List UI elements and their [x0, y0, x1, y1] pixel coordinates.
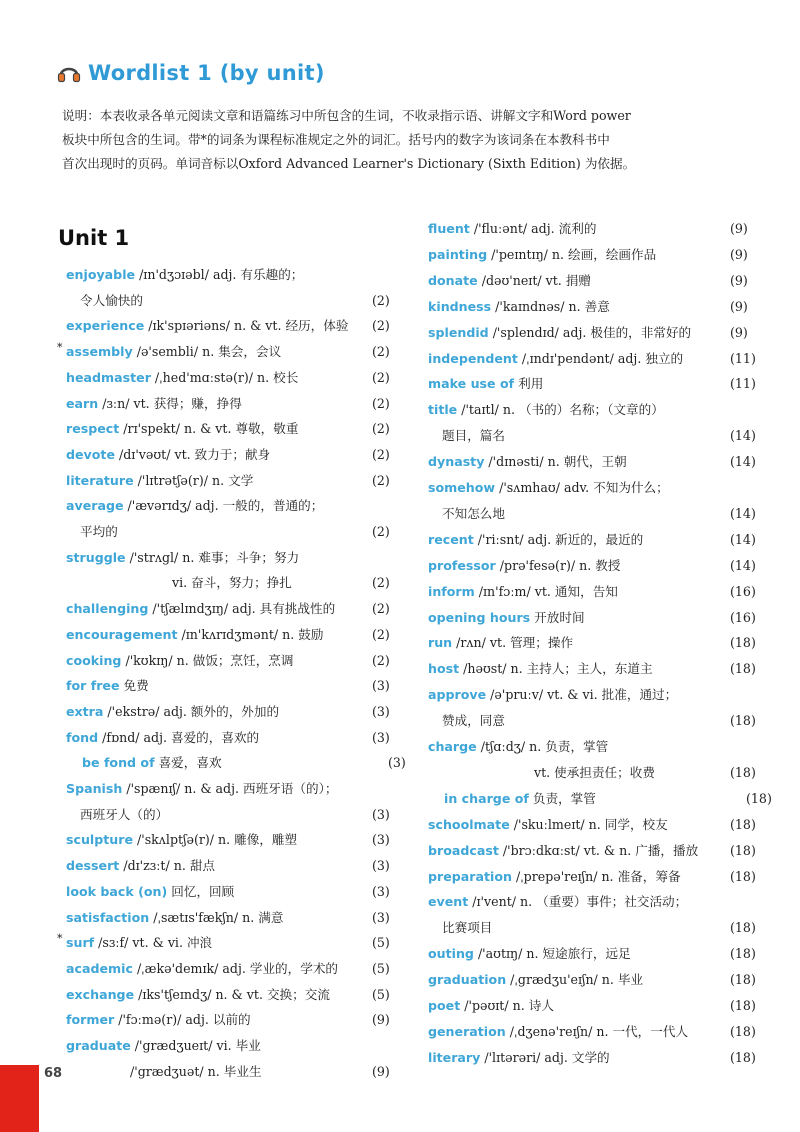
word-entry	[66, 1036, 261, 1056]
intro-line: 首次出现时的页码。单词音标以Oxford Advanced Learner's Dictionary (Sixth Edition) 为依据。	[62, 156, 636, 171]
definition: vt. 使承担责任；收费	[534, 764, 655, 780]
word-entry	[428, 349, 756, 369]
page-ref: (11)	[730, 376, 756, 392]
word-entry	[442, 711, 756, 731]
headword: for free	[66, 678, 120, 694]
page-ref: (3)	[372, 806, 390, 822]
definition: /həʊst/ n. 主持人；主人，东道主	[459, 661, 653, 677]
word-entry	[534, 763, 756, 783]
page-title: Wordlist 1 (by unit)	[88, 61, 325, 85]
headword: outing	[428, 946, 474, 962]
word-entry	[428, 478, 669, 498]
word-entry	[172, 573, 390, 593]
page-ref: (18)	[730, 764, 756, 780]
intro-line: 板块中所包含的生词。带*的词条为课程标准规定之外的词汇。括号内的数字为该词条在本教科书中	[62, 132, 610, 147]
headword: kindness	[428, 298, 492, 314]
page-ref: (3)	[372, 703, 390, 719]
definition: /ˌækə'demɪk/ adj. 学业的，学术的	[132, 960, 339, 976]
definition: 免费	[119, 678, 149, 694]
headword: average	[66, 498, 124, 514]
page-ref: (18)	[730, 635, 756, 651]
headword: dynasty	[428, 454, 485, 470]
definition: /'brɔːdkɑːst/ vt. & n. 广播，播放	[498, 842, 699, 858]
page-ref: (5)	[372, 986, 390, 1002]
definition: /'dɪnəsti/ n. 朝代，王朝	[484, 454, 627, 470]
headword: earn	[66, 395, 99, 411]
definition: /'splendɪd/ adj. 极佳的，非常好的	[488, 324, 692, 340]
unit-heading: Unit 1	[58, 226, 130, 250]
headword: host	[428, 661, 460, 677]
headword: extra	[66, 703, 104, 719]
definition: 喜爱，喜欢	[154, 755, 222, 771]
headword: look back (on)	[66, 883, 168, 899]
page-ref: (18)	[730, 713, 756, 729]
headword: fond	[66, 729, 99, 745]
page-ref: (2)	[372, 369, 390, 385]
definition: /ɪks'tʃeɪndʒ/ n. & vt. 交换；交流	[134, 986, 330, 1002]
word-entry	[66, 830, 390, 850]
word-entry	[442, 504, 756, 524]
page-ref: (3)	[372, 909, 390, 925]
word-entry	[428, 892, 687, 912]
headword: devote	[66, 446, 115, 462]
headword: professor	[428, 557, 496, 573]
headword: former	[66, 1012, 115, 1028]
word-entry	[66, 419, 390, 439]
headphones-icon	[56, 60, 82, 86]
page-ref: (14)	[730, 505, 756, 521]
definition: /'fɔːmə(r)/ adj. 以前的	[114, 1012, 251, 1028]
definition: /'taɪtl/ n. （书的）名称；（文章的）	[457, 402, 664, 418]
definition: /sɜːf/ vt. & vi. 冲浪	[94, 935, 213, 951]
headword: academic	[66, 960, 133, 976]
definition: /dɪ'zɜːt/ n. 甜点	[119, 858, 216, 874]
page-ref: (2)	[372, 472, 390, 488]
headword: donate	[428, 272, 478, 288]
headword: be fond of	[82, 755, 155, 771]
page-ref: (9)	[372, 1012, 390, 1028]
headword: fluent	[428, 221, 470, 236]
word-entry	[66, 651, 390, 671]
word-entry	[66, 368, 390, 388]
word-entry	[428, 374, 756, 394]
word-entry	[66, 959, 390, 979]
page-ref: (3)	[372, 883, 390, 899]
page-ref: (3)	[372, 858, 390, 874]
headword: Spanish	[66, 781, 123, 796]
page-ref: (5)	[372, 960, 390, 976]
definition: /ˌgrædʒu'eɪʃn/ n. 毕业	[506, 972, 644, 988]
word-entry	[428, 452, 756, 472]
word-entry	[66, 856, 390, 876]
definition: 利用	[514, 376, 544, 392]
word-entry	[428, 841, 756, 861]
definition: 赞成，同意	[442, 713, 505, 729]
word-entry	[428, 400, 664, 420]
headword: splendid	[428, 324, 489, 340]
headword: charge	[428, 739, 477, 754]
intro-line: 说明：本表收录各单元阅读文章和语篇练习中所包含的生词，不收录指示语、讲解文字和Word power	[62, 108, 631, 123]
word-entry	[66, 625, 390, 645]
headword: generation	[428, 1023, 506, 1039]
headword: literature	[66, 472, 134, 488]
definition: 西班牙人（的）	[80, 806, 169, 822]
definition: /'tʃælɪndʒɪŋ/ adj. 具有挑战性的	[148, 601, 336, 617]
headword: cooking	[66, 652, 122, 668]
definition: 题目，篇名	[442, 428, 505, 444]
headword: dessert	[66, 858, 120, 874]
headword: title	[428, 402, 458, 418]
page-ref: (2)	[372, 292, 390, 308]
headword: event	[428, 894, 469, 910]
headword: make use of	[428, 376, 515, 392]
word-entry	[66, 908, 390, 928]
word-entry	[130, 1062, 390, 1082]
word-entry	[428, 944, 756, 964]
headword: enjoyable	[66, 267, 136, 282]
word-entry	[66, 265, 303, 285]
page-ref: (18)	[730, 972, 756, 988]
headword: independent	[428, 350, 518, 366]
page-ref: (14)	[730, 531, 756, 547]
definition: /fɒnd/ adj. 喜爱的，喜欢的	[98, 729, 260, 745]
page-ref: (9)	[730, 272, 748, 288]
headword: broadcast	[428, 842, 499, 858]
definition: /prə'fesə(r)/ n. 教授	[495, 557, 621, 573]
headword: respect	[66, 421, 120, 437]
definition: /'spænɪʃ/ n. & adj. 西班牙语（的）；	[122, 781, 338, 796]
page-ref: (5)	[372, 935, 390, 951]
star-marker: *	[57, 932, 63, 946]
definition: /ˌdʒenə'reɪʃn/ n. 一代，一代人	[505, 1023, 689, 1039]
page-number: 68	[44, 1066, 63, 1081]
headword: somehow	[428, 480, 496, 495]
headword: challenging	[66, 601, 149, 617]
word-entry	[66, 394, 390, 414]
definition: /ˌprepə'reɪʃn/ n. 准备，筹备	[511, 868, 681, 884]
word-entry	[428, 659, 756, 679]
word-entry	[66, 548, 299, 568]
headword: experience	[66, 318, 145, 334]
definition: 负责，掌管	[528, 790, 596, 806]
headword: exchange	[66, 986, 135, 1002]
definition: /'riːsnt/ adj. 新近的，最近的	[473, 531, 644, 547]
definition: /'fluːənt/ adj. 流利的	[469, 221, 597, 236]
word-entry	[66, 882, 390, 902]
definition: /'lɪtərəri/ adj. 文学的	[480, 1049, 610, 1065]
headword: inform	[428, 583, 475, 599]
definition: /'lɪtrətʃə(r)/ n. 文学	[133, 472, 254, 488]
definition: /dəʊ'neɪt/ vt. 捐赠	[477, 272, 592, 288]
definition: /'aʊtɪŋ/ n. 短途旅行，远足	[473, 946, 631, 962]
word-entry	[428, 685, 677, 705]
definition: /ə'sembli/ n. 集会，会议	[132, 344, 282, 360]
page-ref: (2)	[372, 652, 390, 668]
word-entry	[428, 297, 748, 317]
word-entry	[428, 582, 756, 602]
headword: struggle	[66, 549, 126, 565]
word-entry	[66, 676, 390, 696]
headword: satisfaction	[66, 909, 150, 925]
page-ref: (2)	[372, 421, 390, 437]
definition: /ɪn'kʌrɪdʒmənt/ n. 鼓励	[177, 626, 324, 642]
page-ref: (9)	[372, 1063, 390, 1079]
word-entry	[428, 815, 756, 835]
definition: /ɪk'spɪəriəns/ n. & vt. 经历，体验	[144, 318, 349, 334]
word-entry	[66, 496, 323, 516]
page-ref: (9)	[730, 298, 748, 314]
headword: preparation	[428, 868, 512, 884]
intro-note	[62, 104, 762, 176]
headword: poet	[428, 998, 461, 1013]
headword: headmaster	[66, 369, 151, 385]
word-entry	[428, 219, 748, 239]
word-entry	[66, 779, 337, 799]
page-ref: (11)	[730, 350, 756, 366]
word-entry	[428, 556, 756, 576]
word-entry	[444, 789, 772, 809]
word-entry	[442, 918, 756, 938]
headword: recent	[428, 531, 474, 547]
word-entry	[428, 608, 756, 628]
definition: /'ekstrə/ adj. 额外的，外加的	[103, 703, 280, 719]
word-entry	[428, 271, 748, 291]
page-ref: (14)	[730, 454, 756, 470]
definition: /tʃɑːdʒ/ n. 负责，掌管	[476, 739, 609, 754]
word-entry	[80, 805, 390, 825]
word-entry	[80, 522, 390, 542]
page-ref: (18)	[730, 661, 756, 677]
page-ref: (3)	[372, 678, 390, 694]
page-ref: (2)	[372, 575, 390, 591]
headword: in charge of	[444, 790, 529, 806]
definition: /'pəʊɪt/ n. 诗人	[460, 998, 554, 1013]
definition: 平均的	[80, 524, 118, 539]
definition: /ɪ'vent/ n. （重要）事件；社交活动；	[468, 894, 688, 910]
headword: opening hours	[428, 609, 531, 625]
word-entry	[66, 316, 390, 336]
definition: /'kʊkɪŋ/ n. 做饭；烹饪，烹调	[121, 652, 294, 668]
headword: surf	[66, 935, 95, 951]
definition: /'skʌlptʃə(r)/ n. 雕像，雕塑	[133, 832, 298, 848]
word-entry	[57, 341, 390, 362]
definition: 开放时间	[530, 609, 585, 625]
definition: /ˌɪndɪ'pendənt/ adj. 独立的	[517, 350, 684, 366]
definition: /ˌsætɪs'fækʃn/ n. 满意	[149, 909, 284, 925]
definition: /ɪn'dʒɔɪəbl/ adj. 有乐趣的；	[135, 267, 304, 282]
word-entry	[82, 753, 406, 773]
definition: /'grædʒuət/ n. 毕业生	[130, 1063, 262, 1079]
word-entry	[428, 1048, 756, 1068]
word-entry	[428, 633, 756, 653]
word-entry	[66, 1010, 390, 1030]
page-ref: (18)	[730, 868, 756, 884]
page-ref: (3)	[388, 755, 406, 771]
word-entry	[66, 985, 390, 1005]
wordlist-title	[56, 60, 325, 86]
word-entry	[428, 737, 608, 757]
definition: /dɪ'vəʊt/ vt. 致力于；献身	[114, 446, 271, 462]
page-ref: (2)	[372, 344, 390, 360]
page-ref: (9)	[730, 221, 748, 236]
page-ref: (16)	[730, 583, 756, 599]
word-entry	[428, 1022, 756, 1042]
word-entry	[428, 970, 756, 990]
page-ref: (16)	[730, 609, 756, 625]
definition: /'skuːlmeɪt/ n. 同学，校友	[509, 816, 668, 832]
definition: /'strʌgl/ n. 难事；斗争；努力	[125, 549, 300, 565]
headword: approve	[428, 687, 487, 703]
definition: /'ævərɪdʒ/ adj. 一般的，普通的；	[123, 498, 324, 514]
page-ref: (2)	[372, 626, 390, 642]
page-ref: (9)	[730, 246, 748, 262]
page-ref: (18)	[730, 920, 756, 936]
definition: /'kaɪndnəs/ n. 善意	[491, 298, 610, 314]
page-ref: (2)	[372, 395, 390, 411]
definition: /'peɪntɪŋ/ n. 绘画，绘画作品	[487, 246, 657, 262]
definition: /ɪn'fɔːm/ vt. 通知，告知	[474, 583, 618, 599]
page-ref: (18)	[730, 842, 756, 858]
page-ref: (2)	[372, 318, 390, 334]
word-entry	[428, 323, 748, 343]
page-ref: (18)	[730, 998, 756, 1013]
page-ref: (18)	[730, 816, 756, 832]
word-entry	[80, 291, 390, 311]
headword: painting	[428, 246, 488, 262]
headword: graduate	[66, 1038, 131, 1053]
definition: /ɜːn/ vt. 获得；赚，挣得	[98, 395, 242, 411]
definition: 令人愉快的	[80, 292, 143, 308]
word-entry	[66, 471, 390, 491]
word-entry	[428, 996, 756, 1016]
definition: vi. 奋斗，努力；挣扎	[172, 575, 292, 591]
word-entry	[57, 932, 390, 953]
headword: schoolmate	[428, 816, 510, 832]
word-entry	[66, 728, 390, 748]
page-ref: (14)	[730, 557, 756, 573]
page-ref: (14)	[730, 428, 756, 444]
headword: graduation	[428, 972, 507, 988]
page-ref: (9)	[730, 324, 748, 340]
definition: 回忆，回顾	[167, 883, 235, 899]
page-ref: (18)	[730, 1023, 756, 1039]
word-entry	[66, 445, 390, 465]
headword: assembly	[66, 344, 133, 360]
definition: 比赛项目	[442, 920, 493, 936]
word-entry	[442, 426, 756, 446]
page-ref: (2)	[372, 601, 390, 617]
definition: /rʌn/ vt. 管理；操作	[452, 635, 574, 651]
page-tab	[0, 1065, 39, 1132]
word-entry	[66, 702, 390, 722]
word-entry	[428, 867, 756, 887]
headword: run	[428, 635, 453, 651]
definition: /'grædʒueɪt/ vi. 毕业	[130, 1038, 261, 1053]
definition: /ə'pruːv/ vt. & vi. 批准，通过；	[486, 687, 678, 703]
headword: sculpture	[66, 832, 133, 848]
page-ref: (2)	[372, 446, 390, 462]
page-ref: (3)	[372, 832, 390, 848]
page-ref: (18)	[746, 790, 772, 806]
page-ref: (2)	[372, 524, 390, 539]
star-marker: *	[57, 341, 63, 355]
headword: encouragement	[66, 626, 178, 642]
definition: /ˌhed'mɑːstə(r)/ n. 校长	[150, 369, 299, 385]
headword: literary	[428, 1049, 481, 1065]
definition: /'sʌmhaʊ/ adv. 不知为什么；	[495, 480, 669, 495]
word-entry	[428, 245, 748, 265]
word-entry	[66, 599, 390, 619]
definition: 不知怎么地	[442, 505, 505, 521]
page-ref: (18)	[730, 1049, 756, 1065]
definition: /rɪ'spekt/ n. & vt. 尊敬，敬重	[119, 421, 299, 437]
page-ref: (3)	[372, 729, 390, 745]
word-entry	[428, 530, 756, 550]
page-ref: (18)	[730, 946, 756, 962]
